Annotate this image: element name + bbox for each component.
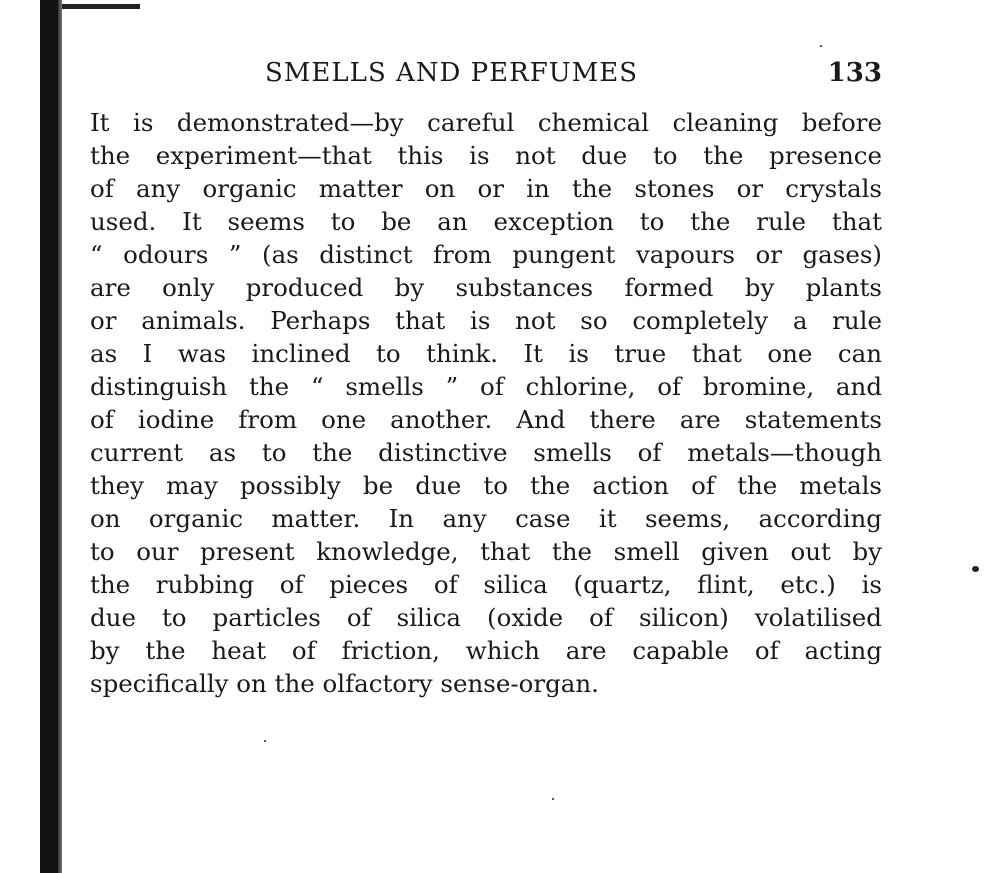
- text-line: to our present knowledge, that the smell given out by: [90, 537, 882, 566]
- running-title: SMELLS AND PERFUMES: [265, 58, 639, 88]
- text-line: or animals. Perhaps that is not so completely a rule: [90, 306, 882, 335]
- text-line: specifically on the olfactory sense-organ.: [90, 669, 599, 698]
- body-paragraph: [90, 106, 882, 700]
- text-line: It is demonstrated—by careful chemical cleaning before: [90, 108, 882, 137]
- ink-speck: [820, 45, 822, 47]
- text-line: of any organic matter on or in the stones or crystals: [90, 174, 882, 203]
- text-line: the rubbing of pieces of silica (quartz, flint, etc.) is: [90, 570, 882, 599]
- text-line: distinguish the “ smells ” of chlorine, of bromine, and: [90, 372, 882, 401]
- page-number: 133: [827, 58, 882, 88]
- text-line: as I was inclined to think. It is true that one can: [90, 339, 882, 368]
- text-line: of iodine from one another. And there are statements: [90, 405, 882, 434]
- text-line: due to particles of silica (oxide of silicon) volatilised: [90, 603, 882, 632]
- scan-artifact-mark: [62, 4, 140, 9]
- text-line: the experiment—that this is not due to the presence: [90, 141, 882, 170]
- text-line: used. It seems to be an exception to the rule that: [90, 207, 882, 236]
- text-line: are only produced by substances formed by plants: [90, 273, 882, 302]
- text-line: they may possibly be due to the action of the metals: [90, 471, 882, 500]
- text-line: on organic matter. In any case it seems, according: [90, 504, 882, 533]
- ink-speck: [264, 740, 266, 742]
- page-header: [90, 58, 882, 94]
- ink-speck: [552, 798, 554, 800]
- book-binding-edge: [40, 0, 62, 873]
- text-line: current as to the distinctive smells of metals—though: [90, 438, 882, 467]
- text-line: by the heat of friction, which are capable of acting: [90, 636, 882, 665]
- ink-speck: [972, 566, 979, 572]
- text-line: “ odours ” (as distinct from pungent vapours or gases): [90, 240, 882, 269]
